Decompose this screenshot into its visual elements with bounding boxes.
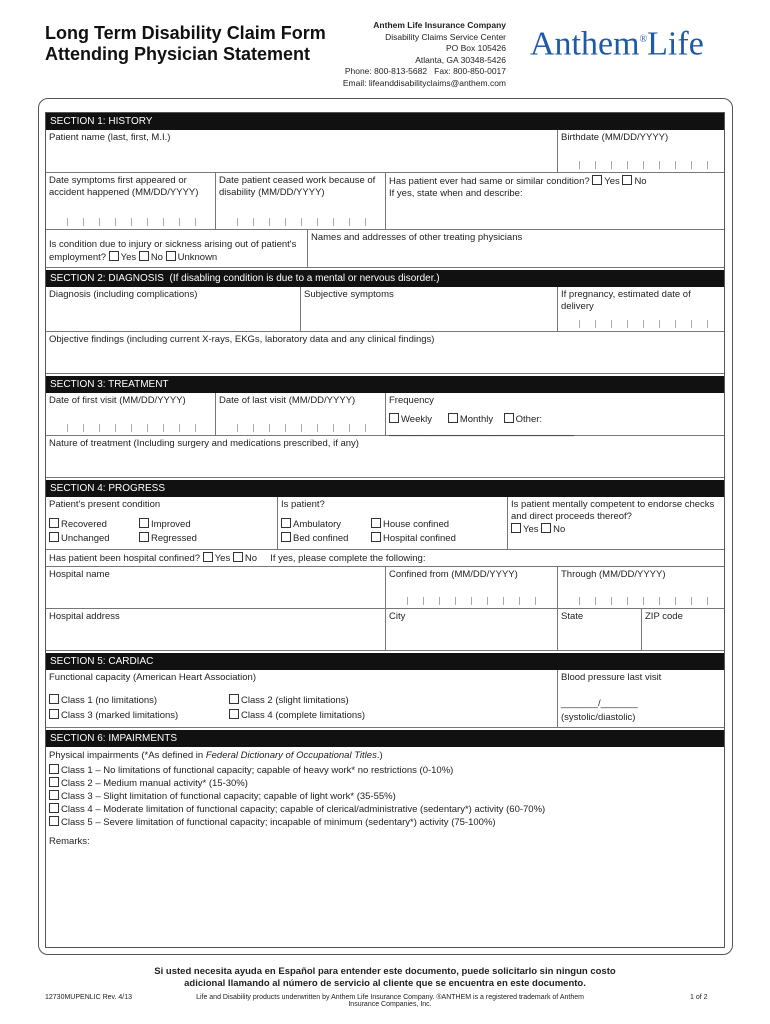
page-number: 1 of 2 <box>690 994 708 1001</box>
bp-units: (systolic/diastolic) <box>561 712 636 723</box>
last-visit-field[interactable]: Date of last visit (MM/DD/YYYY) <box>216 393 386 436</box>
other-physicians-field[interactable]: Names and addresses of other treating physicians <box>308 230 724 268</box>
functional-capacity-field: Functional capacity (American Heart Association) Class 1 (no limitations) Class 2 (slight limitations) Class 3 (marked limitations) Class 4 (complete limitations) <box>46 670 558 728</box>
impairment-class-5-checkbox[interactable] <box>49 816 59 826</box>
injury-unknown-checkbox[interactable] <box>166 251 176 261</box>
phone: Phone: 800-813-5682 <box>344 66 428 76</box>
city-field[interactable]: City <box>386 609 558 651</box>
section-3-header: SECTION 3: TREATMENT <box>46 376 724 393</box>
city-state: Atlanta, GA 30348-5426 <box>415 54 506 65</box>
injury-yes-checkbox[interactable] <box>109 251 119 261</box>
company-address <box>340 20 506 89</box>
birthdate-field[interactable]: Birthdate (MM/DD/YYYY) <box>558 130 724 173</box>
phone-fax <box>340 66 506 78</box>
form-title <box>45 23 326 65</box>
cardiac-class-2-checkbox[interactable] <box>229 694 239 704</box>
remarks-field[interactable]: Remarks: <box>49 836 90 847</box>
pregnancy-date-field[interactable]: If pregnancy, estimated date of delivery <box>558 287 724 332</box>
legal-text: Life and Disability products underwritten by Anthem Life Insurance Company. ®ANTHEM is a registered trademark of Anthem Insurance Companies, Inc. <box>196 994 584 1008</box>
claim-form <box>45 112 725 948</box>
objective-findings-field[interactable]: Objective findings (including current X-rays, EKGs, laboratory data and any clinical findings) <box>46 332 724 374</box>
competent-no-checkbox[interactable] <box>541 523 551 533</box>
title-line-2: Attending Physician Statement <box>45 44 311 64</box>
other-frequency-checkbox[interactable] <box>504 413 514 423</box>
state-field[interactable]: State <box>558 609 642 651</box>
fax: Fax: 800-850-0017 <box>434 66 506 76</box>
symptoms-date-field[interactable]: Date symptoms first appeared or accident happened (MM/DD/YYYY) <box>46 173 216 230</box>
monthly-checkbox[interactable] <box>448 413 458 423</box>
impairment-class-2-checkbox[interactable] <box>49 777 59 787</box>
company-name: Anthem Life Insurance Company <box>373 20 506 30</box>
unchanged-checkbox[interactable] <box>49 532 59 542</box>
section-4-header: SECTION 4: PROGRESS <box>46 480 724 497</box>
impairment-class-1-checkbox[interactable] <box>49 764 59 774</box>
competent-yes-checkbox[interactable] <box>511 523 521 533</box>
patient-name-field[interactable]: Patient name (last, first, M.I.) <box>46 130 558 173</box>
hospital-name-field[interactable]: Hospital name <box>46 567 386 609</box>
cardiac-class-4-checkbox[interactable] <box>229 709 239 719</box>
hospital-confined-question: Has patient been hospital confined? Yes No If yes, please complete the following: <box>46 550 724 567</box>
po-box: PO Box 105426 <box>445 43 506 53</box>
similar-yes-checkbox[interactable] <box>592 175 602 185</box>
cardiac-class-3-checkbox[interactable] <box>49 709 59 719</box>
zip-field[interactable]: ZIP code <box>642 609 724 651</box>
section-6-header: SECTION 6: IMPAIRMENTS <box>46 730 724 747</box>
bed-confined-checkbox[interactable] <box>281 532 291 542</box>
improved-checkbox[interactable] <box>139 518 149 528</box>
email[interactable]: Email: lifeanddisabilityclaims@anthem.com <box>342 77 506 88</box>
hospital-no-checkbox[interactable] <box>233 552 243 562</box>
similar-no-checkbox[interactable] <box>622 175 632 185</box>
impairment-class-3-checkbox[interactable] <box>49 790 59 800</box>
hospital-address-field[interactable]: Hospital address <box>46 609 386 651</box>
impairments-field: Physical impairments (*As defined in Federal Dictionary of Occupational Titles.) Class 1 – No limitations of functional capacity; capable of heavy work* no restrictions (0-10%) Class 2 – Medium manual activity* (15-30%) Class 3 – Slight limitation of functional capacity; capable of light work* (35-55%) Class 4 – Moderate limitation of functional capacity; capable of clerical/administrative (sedentary*) activity (60-70%) Class 5 – Severe limitation of functional capacity; incapable of minimum (sedentary*) activity (75-100%) Remarks: <box>46 747 724 947</box>
spanish-notice: Si usted necesita ayuda en Español para entender este documento, puede solicitarlo sin ningun costo adicional llamando al número de servicio al cliente que se encuentra en este documento. <box>154 966 616 989</box>
form-id: 12730MUPENLIC Rev. 4/13 <box>45 994 133 1001</box>
nature-of-treatment-field[interactable]: Nature of treatment (Including surgery and medications prescribed, if any) <box>46 436 724 478</box>
bp-line: _______/_______ <box>561 698 638 709</box>
anthem-life-logo: Anthem®Life <box>530 25 704 63</box>
section-5-header: SECTION 5: CARDIAC <box>46 653 724 670</box>
diagnosis-field[interactable]: Diagnosis (including complications) <box>46 287 301 332</box>
regressed-checkbox[interactable] <box>139 532 149 542</box>
is-patient-field: Is patient? Ambulatory House confined Bed confined Hospital confined <box>278 497 508 550</box>
section-1-header: SECTION 1: HISTORY <box>46 113 724 130</box>
hospital-confined-checkbox[interactable] <box>371 532 381 542</box>
cardiac-class-1-checkbox[interactable] <box>49 694 59 704</box>
section-2-header: SECTION 2: DIAGNOSIS (If disabling condition is due to a mental or nervous disorder.) <box>46 270 724 287</box>
title-line-1: Long Term Disability Claim Form <box>45 23 326 43</box>
weekly-checkbox[interactable] <box>389 413 399 423</box>
similar-condition-field[interactable]: Has patient ever had same or similar condition? Yes No If yes, state when and describe: <box>386 173 724 230</box>
ceased-work-date-field[interactable]: Date patient ceased work because of disability (MM/DD/YYYY) <box>216 173 386 230</box>
impairment-class-4-checkbox[interactable] <box>49 803 59 813</box>
through-field[interactable]: Through (MM/DD/YYYY) <box>558 567 724 609</box>
present-condition-field: Patient's present condition Recovered Improved Unchanged Regressed <box>46 497 278 550</box>
subjective-symptoms-field[interactable]: Subjective symptoms <box>301 287 558 332</box>
injury-field: Is condition due to injury or sickness arising out of patient's employment? Yes No Unknown <box>46 230 308 268</box>
confined-from-field[interactable]: Confined from (MM/DD/YYYY) <box>386 567 558 609</box>
first-visit-field[interactable]: Date of first visit (MM/DD/YYYY) <box>46 393 216 436</box>
mentally-competent-field: Is patient mentally competent to endorse checks and direct proceeds thereof? Yes No <box>508 497 724 550</box>
house-confined-checkbox[interactable] <box>371 518 381 528</box>
injury-no-checkbox[interactable] <box>139 251 149 261</box>
frequency-field: Frequency Weekly Monthly Other: ___________________________________ <box>386 393 724 436</box>
recovered-checkbox[interactable] <box>49 518 59 528</box>
blood-pressure-field[interactable]: Blood pressure last visit _______/_______ (systolic/diastolic) <box>558 670 724 728</box>
service-center: Disability Claims Service Center <box>385 31 506 42</box>
hospital-yes-checkbox[interactable] <box>203 552 213 562</box>
ambulatory-checkbox[interactable] <box>281 518 291 528</box>
physical-impairments-label: Physical impairments (*As defined in Federal Dictionary of Occupational Titles.) <box>49 750 383 761</box>
